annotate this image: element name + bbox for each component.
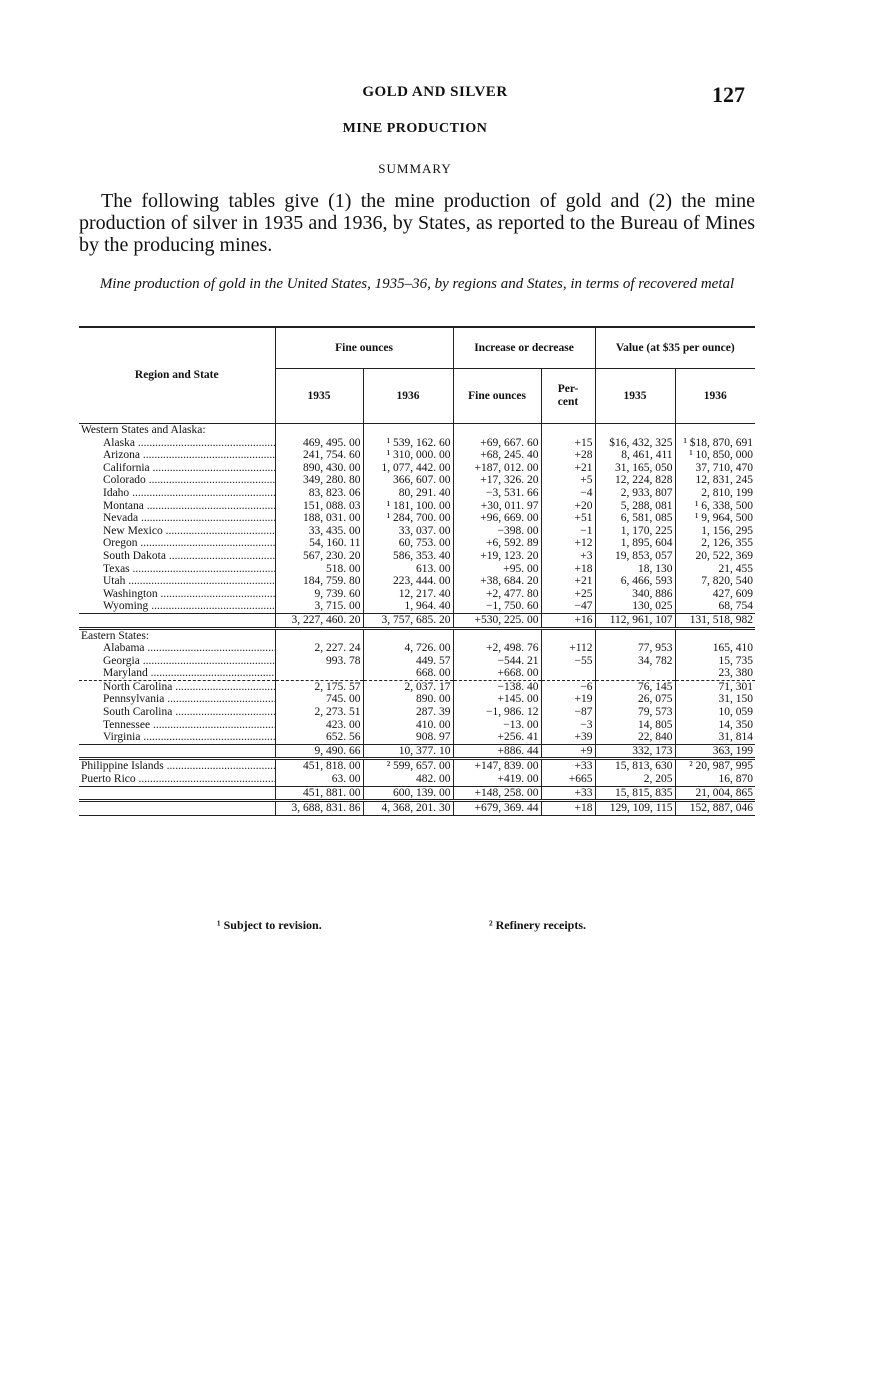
total-fo1935: 3, 227, 460. 20 (275, 613, 363, 628)
cell-fo1936: 890. 00 (363, 693, 453, 706)
cell-v1935: 2, 205 (595, 773, 675, 786)
table-body (79, 424, 755, 816)
cell-pct: −3 (541, 719, 595, 732)
cell-fo1936: ² 599, 657. 00 (363, 760, 453, 773)
cell-v1936: ¹ 9, 964, 500 (675, 512, 755, 525)
cell-v1935: 22, 840 (595, 731, 675, 744)
cell-fo1935: 3, 715. 00 (275, 600, 363, 613)
cell-inc: +668. 00 (453, 667, 541, 680)
cell-v1936: ¹ $18, 870, 691 (675, 437, 755, 450)
total-v1935: 15, 815, 835 (595, 786, 675, 801)
cell-v1935: 130, 025 (595, 600, 675, 613)
state-name: Utah ..... (79, 575, 275, 588)
total-inc: +679, 369. 44 (453, 801, 541, 816)
table-row (79, 642, 755, 655)
table-row (79, 575, 755, 588)
header-increase-decrease: Increase or decrease (453, 327, 595, 369)
cell-pct (541, 667, 595, 680)
state-name: Pennsylvania ..... (79, 693, 275, 706)
cell-fo1935: 349, 280. 80 (275, 474, 363, 487)
cell-fo1936: 410. 00 (363, 719, 453, 732)
state-name: New Mexico ..... (79, 525, 275, 538)
cell-fo1935: 63. 00 (275, 773, 363, 786)
cell-inc: +2, 498. 76 (453, 642, 541, 655)
cell-fo1936: 60, 753. 00 (363, 537, 453, 550)
table-row (79, 773, 755, 786)
cell-v1936: 23, 380 (675, 667, 755, 680)
state-name: Tennessee ..... (79, 719, 275, 732)
cell-v1935 (595, 667, 675, 680)
total-label (79, 744, 275, 759)
table-row (79, 537, 755, 550)
table-row (79, 525, 755, 538)
cell-fo1936: 2, 037. 17 (363, 680, 453, 693)
cell-fo1935: 33, 435. 00 (275, 525, 363, 538)
cell-v1936: 14, 350 (675, 719, 755, 732)
cell-v1935: 340, 886 (595, 588, 675, 601)
total-pct: +16 (541, 613, 595, 628)
cell-inc: +68, 245. 40 (453, 449, 541, 462)
blank-cell (453, 628, 541, 642)
cell-v1935: 5, 288, 081 (595, 500, 675, 513)
subtotal-row-eastern (79, 744, 755, 759)
cell-v1935: 1, 170, 225 (595, 525, 675, 538)
state-name: Virginia ..... (79, 731, 275, 744)
cell-fo1935 (275, 667, 363, 680)
cell-inc: +19, 123. 20 (453, 550, 541, 563)
state-name: Georgia ..... (79, 655, 275, 668)
cell-inc: +2, 477. 80 (453, 588, 541, 601)
total-fo1936: 3, 757, 685. 20 (363, 613, 453, 628)
cell-fo1935: 745. 00 (275, 693, 363, 706)
cell-v1936: 71, 301 (675, 680, 755, 693)
cell-v1935: 26, 075 (595, 693, 675, 706)
cell-pct: −47 (541, 600, 595, 613)
cell-fo1936: 586, 353. 40 (363, 550, 453, 563)
blank-cell (675, 628, 755, 642)
cell-fo1935: 2, 227. 24 (275, 642, 363, 655)
header-1936: 1936 (363, 369, 453, 424)
cell-pct: +15 (541, 437, 595, 450)
cell-v1935: 77, 953 (595, 642, 675, 655)
cell-fo1935: 993. 78 (275, 655, 363, 668)
total-pct: +18 (541, 801, 595, 816)
cell-inc: −138. 40 (453, 680, 541, 693)
cell-fo1936: ¹ 539, 162. 60 (363, 437, 453, 450)
total-v1936: 21, 004, 865 (675, 786, 755, 801)
table-row (79, 693, 755, 706)
cell-fo1936: 223, 444. 00 (363, 575, 453, 588)
cell-inc: +145. 00 (453, 693, 541, 706)
total-inc: +148, 258. 00 (453, 786, 541, 801)
cell-pct: +19 (541, 693, 595, 706)
cell-inc: +38, 684. 20 (453, 575, 541, 588)
cell-fo1935: 9, 739. 60 (275, 588, 363, 601)
cell-fo1936: 908. 97 (363, 731, 453, 744)
cell-pct: −1 (541, 525, 595, 538)
state-name: Arizona ..... (79, 449, 275, 462)
state-name: Alaska ..... (79, 437, 275, 450)
table-row (79, 500, 755, 513)
state-name: North Carolina ..... (79, 680, 275, 693)
cell-inc: +96, 669. 00 (453, 512, 541, 525)
cell-fo1935: 652. 56 (275, 731, 363, 744)
cell-v1936: 16, 870 (675, 773, 755, 786)
cell-pct: +51 (541, 512, 595, 525)
cell-inc: +187, 012. 00 (453, 462, 541, 475)
cell-pct: +33 (541, 760, 595, 773)
cell-pct: +3 (541, 550, 595, 563)
header-value-1935: 1935 (595, 369, 675, 424)
territory-name: Philippine Islands ..... (79, 760, 275, 773)
cell-v1935: 6, 466, 593 (595, 575, 675, 588)
header-value-1936: 1936 (675, 369, 755, 424)
cell-v1936: 31, 814 (675, 731, 755, 744)
cell-v1936: 10, 059 (675, 706, 755, 719)
subtotal-row-territories (79, 786, 755, 801)
grand-total-row (79, 801, 755, 816)
cell-v1936: 12, 831, 245 (675, 474, 755, 487)
cell-pct: −55 (541, 655, 595, 668)
table-row (79, 655, 755, 668)
total-fo1935: 3, 688, 831. 86 (275, 801, 363, 816)
cell-v1935: 31, 165, 050 (595, 462, 675, 475)
cell-v1935: 1, 895, 604 (595, 537, 675, 550)
blank-cell (595, 628, 675, 642)
cell-pct: +39 (541, 731, 595, 744)
total-v1935: 112, 961, 107 (595, 613, 675, 628)
cell-fo1936: 366, 607. 00 (363, 474, 453, 487)
cell-fo1935: 567, 230. 20 (275, 550, 363, 563)
total-inc: +530, 225. 00 (453, 613, 541, 628)
cell-fo1935: 188, 031. 00 (275, 512, 363, 525)
cell-inc: −13. 00 (453, 719, 541, 732)
header-fine-ounces: Fine ounces (275, 327, 453, 369)
table-row (79, 462, 755, 475)
cell-fo1936: ¹ 310, 000. 00 (363, 449, 453, 462)
total-v1935: 129, 109, 115 (595, 801, 675, 816)
state-name: Oregon ..... (79, 537, 275, 550)
table-row (79, 667, 755, 680)
cell-inc: +147, 839. 00 (453, 760, 541, 773)
cell-fo1935: 2, 175. 57 (275, 680, 363, 693)
cell-inc: −3, 531. 66 (453, 487, 541, 500)
cell-fo1935: 2, 273. 51 (275, 706, 363, 719)
state-name: Wyoming ..... (79, 600, 275, 613)
table-row (79, 719, 755, 732)
region-label-western: Western States and Alaska: (81, 424, 206, 436)
cell-fo1935: 83, 823. 06 (275, 487, 363, 500)
header-region-state: Region and State (79, 327, 275, 424)
table-row (79, 600, 755, 613)
cell-v1936: 68, 754 (675, 600, 755, 613)
cell-fo1936: 449. 57 (363, 655, 453, 668)
table-row (79, 760, 755, 773)
cell-inc: +256. 41 (453, 731, 541, 744)
gold-production-table (79, 326, 755, 816)
cell-pct: +21 (541, 462, 595, 475)
cell-fo1935: 518. 00 (275, 563, 363, 576)
state-name: Nevada ..... (79, 512, 275, 525)
state-name: California ..... (79, 462, 275, 475)
state-name: South Carolina ..... (79, 706, 275, 719)
total-fo1936: 600, 139. 00 (363, 786, 453, 801)
total-pct: +9 (541, 744, 595, 759)
total-v1935: 332, 173 (595, 744, 675, 759)
state-name: South Dakota ..... (79, 550, 275, 563)
table-row (79, 588, 755, 601)
cell-inc: +30, 011. 97 (453, 500, 541, 513)
cell-pct: +5 (541, 474, 595, 487)
cell-v1936: ¹ 10, 850, 000 (675, 449, 755, 462)
cell-fo1936: 12, 217. 40 (363, 588, 453, 601)
cell-fo1935: 184, 759. 80 (275, 575, 363, 588)
state-name: Montana ..... (79, 500, 275, 513)
region-row (79, 628, 755, 642)
cell-v1936: 1, 156, 295 (675, 525, 755, 538)
page-number: 127 (712, 82, 745, 107)
region-label-eastern: Eastern States: (81, 629, 150, 642)
blank-cell (541, 628, 595, 642)
footnote-subject-to-revision: ¹ Subject to revision. (217, 918, 322, 932)
cell-v1935: 6, 581, 085 (595, 512, 675, 525)
cell-fo1935: 423. 00 (275, 719, 363, 732)
state-name: Maryland ..... (79, 667, 275, 680)
cell-fo1935: 890, 430. 00 (275, 462, 363, 475)
header-percent: Per- cent (541, 369, 595, 424)
cell-pct: +25 (541, 588, 595, 601)
state-name: Washington ..... (79, 588, 275, 601)
blank-cell (363, 628, 453, 642)
state-name: Alabama ..... (79, 642, 275, 655)
cell-pct: +20 (541, 500, 595, 513)
table-row (79, 512, 755, 525)
footnote-refinery-receipts: ² Refinery receipts. (489, 918, 587, 932)
table-caption: Mine production of gold in the United States, 1935–36, by regions and States, in terms of recovered metal (99, 276, 735, 292)
cell-v1936: 2, 126, 355 (675, 537, 755, 550)
table-row (79, 487, 755, 500)
total-v1936: 131, 518, 982 (675, 613, 755, 628)
cell-pct: +18 (541, 563, 595, 576)
cell-inc: −544. 21 (453, 655, 541, 668)
cell-v1936: 31, 150 (675, 693, 755, 706)
header-1935: 1935 (275, 369, 363, 424)
cell-fo1936: 613. 00 (363, 563, 453, 576)
total-inc: +886. 44 (453, 744, 541, 759)
cell-pct: −4 (541, 487, 595, 500)
cell-v1936: 21, 455 (675, 563, 755, 576)
table-row (79, 706, 755, 719)
table-row (79, 437, 755, 450)
cell-fo1935: 469, 495. 00 (275, 437, 363, 450)
section-title: MINE PRODUCTION (342, 121, 488, 136)
cell-fo1936: 287. 39 (363, 706, 453, 719)
blank-cell (275, 628, 363, 642)
cell-v1935: $16, 432, 325 (595, 437, 675, 450)
cell-v1936: 20, 522, 369 (675, 550, 755, 563)
cell-v1936: ¹ 6, 338, 500 (675, 500, 755, 513)
cell-v1936: 165, 410 (675, 642, 755, 655)
cell-inc: −1, 750. 60 (453, 600, 541, 613)
cell-fo1935: 54, 160. 11 (275, 537, 363, 550)
state-name: Colorado ..... (79, 474, 275, 487)
cell-pct: +12 (541, 537, 595, 550)
intro-paragraph: The following tables give (1) the mine production of gold and (2) the mine production of silver in 1935 and 1936, by States, as reported to the Bureau of Mines by the producing mines. (79, 190, 755, 256)
cell-v1936: 37, 710, 470 (675, 462, 755, 475)
total-v1936: 152, 887, 046 (675, 801, 755, 816)
cell-inc: −398. 00 (453, 525, 541, 538)
cell-pct: +665 (541, 773, 595, 786)
total-fo1936: 10, 377. 10 (363, 744, 453, 759)
subsection-title: SUMMARY (378, 161, 452, 176)
cell-fo1936: 80, 291. 40 (363, 487, 453, 500)
territory-name: Puerto Rico ..... (79, 773, 275, 786)
cell-v1935: 34, 782 (595, 655, 675, 668)
cell-fo1936: 1, 077, 442. 00 (363, 462, 453, 475)
cell-v1935: 14, 805 (595, 719, 675, 732)
cell-v1936: ² 20, 987, 995 (675, 760, 755, 773)
cell-inc: −1, 986. 12 (453, 706, 541, 719)
subtotal-row-western (79, 613, 755, 628)
table-row (79, 449, 755, 462)
cell-inc: +419. 00 (453, 773, 541, 786)
cell-v1935: 15, 813, 630 (595, 760, 675, 773)
total-v1936: 363, 199 (675, 744, 755, 759)
table-row (79, 550, 755, 563)
table-row (79, 563, 755, 576)
state-name: Idaho ..... (79, 487, 275, 500)
header-value: Value (at $35 per ounce) (595, 327, 755, 369)
cell-v1935: 19, 853, 057 (595, 550, 675, 563)
table-row (79, 474, 755, 487)
cell-pct: +28 (541, 449, 595, 462)
cell-pct: −6 (541, 680, 595, 693)
cell-inc: +95. 00 (453, 563, 541, 576)
total-pct: +33 (541, 786, 595, 801)
cell-fo1935: 241, 754. 60 (275, 449, 363, 462)
cell-pct: +21 (541, 575, 595, 588)
state-name: Texas ..... (79, 563, 275, 576)
table-row (79, 680, 755, 693)
total-fo1935: 9, 490. 66 (275, 744, 363, 759)
cell-v1936: 7, 820, 540 (675, 575, 755, 588)
total-fo1935: 451, 881. 00 (275, 786, 363, 801)
cell-fo1935: 151, 088. 03 (275, 500, 363, 513)
cell-v1936: 2, 810, 199 (675, 487, 755, 500)
cell-v1936: 15, 735 (675, 655, 755, 668)
cell-inc: +69, 667. 60 (453, 437, 541, 450)
cell-v1935: 12, 224, 828 (595, 474, 675, 487)
table-row (79, 731, 755, 744)
cell-fo1936: ¹ 181, 100. 00 (363, 500, 453, 513)
running-title: GOLD AND SILVER (362, 84, 508, 100)
cell-fo1936: 33, 037. 00 (363, 525, 453, 538)
cell-pct: −87 (541, 706, 595, 719)
cell-v1936: 427, 609 (675, 588, 755, 601)
cell-fo1936: ¹ 284, 700. 00 (363, 512, 453, 525)
cell-inc: +17, 326. 20 (453, 474, 541, 487)
cell-v1935: 2, 933, 807 (595, 487, 675, 500)
cell-v1935: 76, 145 (595, 680, 675, 693)
cell-fo1935: 451, 818. 00 (275, 760, 363, 773)
cell-fo1936: 668. 00 (363, 667, 453, 680)
cell-fo1936: 4, 726. 00 (363, 642, 453, 655)
cell-fo1936: 482. 00 (363, 773, 453, 786)
header-inc-fine-ounces: Fine ounces (453, 369, 541, 424)
cell-v1935: 79, 573 (595, 706, 675, 719)
total-label (79, 801, 275, 816)
cell-v1935: 18, 130 (595, 563, 675, 576)
cell-v1935: 8, 461, 411 (595, 449, 675, 462)
cell-fo1936: 1, 964. 40 (363, 600, 453, 613)
total-label (79, 613, 275, 628)
cell-inc: +6, 592. 89 (453, 537, 541, 550)
total-label (79, 786, 275, 801)
total-fo1936: 4, 368, 201. 30 (363, 801, 453, 816)
cell-pct: +112 (541, 642, 595, 655)
